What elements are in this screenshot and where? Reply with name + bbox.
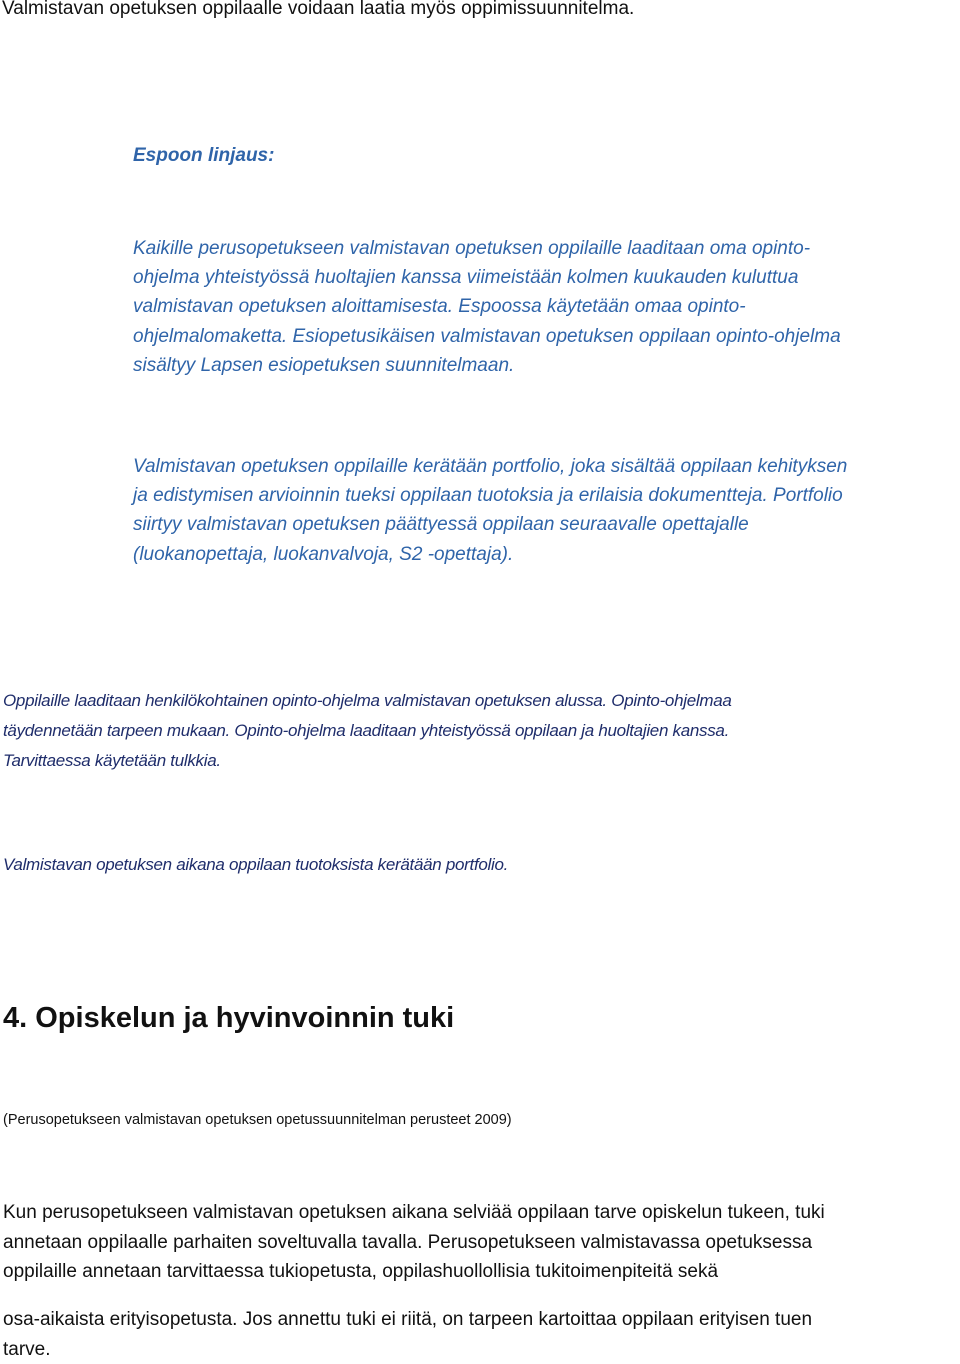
paragraph-line: Kaikille perusopetukseen valmistavan opetuksen oppilaille laaditaan oma opinto- bbox=[133, 234, 953, 263]
paragraph-line: osa-aikaista erityisopetusta. Jos annettu tuki ei riitä, on tarpeen kartoittaa oppilaan erityisen tuen bbox=[3, 1305, 958, 1335]
paragraph-line: (luokanopettaja, luokanvalvoja, S2 -opettaja). bbox=[133, 540, 953, 569]
espoo-policy-heading: Espoon linjaus: bbox=[133, 141, 274, 171]
paragraph-line: Tarvittaessa käytetään tulkkia. bbox=[3, 746, 732, 776]
study-program-note-paragraph bbox=[3, 686, 732, 776]
paragraph-line: ja edistymisen arvioinnin tueksi oppilaan tuotoksia ja erilaisia dokumentteja. Portfolio bbox=[133, 481, 953, 510]
paragraph-line: tarve. bbox=[3, 1335, 958, 1364]
paragraph-line: ohjelmalomaketta. Esiopetusikäisen valmistavan opetuksen oppilaan opinto-ohjelma bbox=[133, 322, 953, 351]
espoo-study-program-paragraph bbox=[133, 234, 953, 380]
paragraph-line: ohjelma yhteistyössä huoltajien kanssa viimeistään kolmen kuukauden kuluttua bbox=[133, 263, 953, 292]
paragraph-line: siirtyy valmistavan opetuksen päättyessä oppilaan seuraavalle opettajalle bbox=[133, 510, 953, 539]
paragraph-line: sisältyy Lapsen esiopetuksen suunnitelmaan. bbox=[133, 351, 953, 380]
paragraph-line: annetaan oppilaalle parhaiten soveltuvalla tavalla. Perusopetukseen valmistavassa opetuksessa bbox=[3, 1228, 958, 1258]
espoo-portfolio-paragraph bbox=[133, 452, 953, 569]
section-heading: 4. Opiskelun ja hyvinvoinnin tuki bbox=[3, 998, 454, 1038]
source-reference: (Perusopetukseen valmistavan opetuksen opetussuunnitelman perusteet 2009) bbox=[3, 1108, 512, 1132]
paragraph-line: täydennetään tarpeen mukaan. Opinto-ohjelma laaditaan yhteistyössä oppilaan ja huoltajien kanssa. bbox=[3, 716, 732, 746]
paragraph-line: Oppilaille laaditaan henkilökohtainen opinto-ohjelma valmistavan opetuksen alussa. Opinto-ohjelmaa bbox=[3, 686, 732, 716]
paragraph-line: Kun perusopetukseen valmistavan opetuksen aikana selviää oppilaan tarve opiskelun tukeen, tuki bbox=[3, 1198, 958, 1228]
special-support-paragraph bbox=[3, 1305, 958, 1364]
paragraph-line: oppilaille annetaan tarvittaessa tukiopetusta, oppilashuollollisia tukitoimenpiteitä sekä bbox=[3, 1257, 958, 1287]
support-paragraph bbox=[3, 1198, 958, 1287]
paragraph-line: valmistavan opetuksen aloittamisesta. Espoossa käytetään omaa opinto- bbox=[133, 292, 953, 321]
portfolio-note-line: Valmistavan opetuksen aikana oppilaan tuotoksista kerätään portfolio. bbox=[3, 850, 508, 880]
intro-line: Valmistavan opetuksen oppilaalle voidaan laatia myös oppimissuunnitelma. bbox=[2, 0, 952, 24]
paragraph-line: Valmistavan opetuksen oppilaille kerätään portfolio, joka sisältää oppilaan kehityksen bbox=[133, 452, 953, 481]
